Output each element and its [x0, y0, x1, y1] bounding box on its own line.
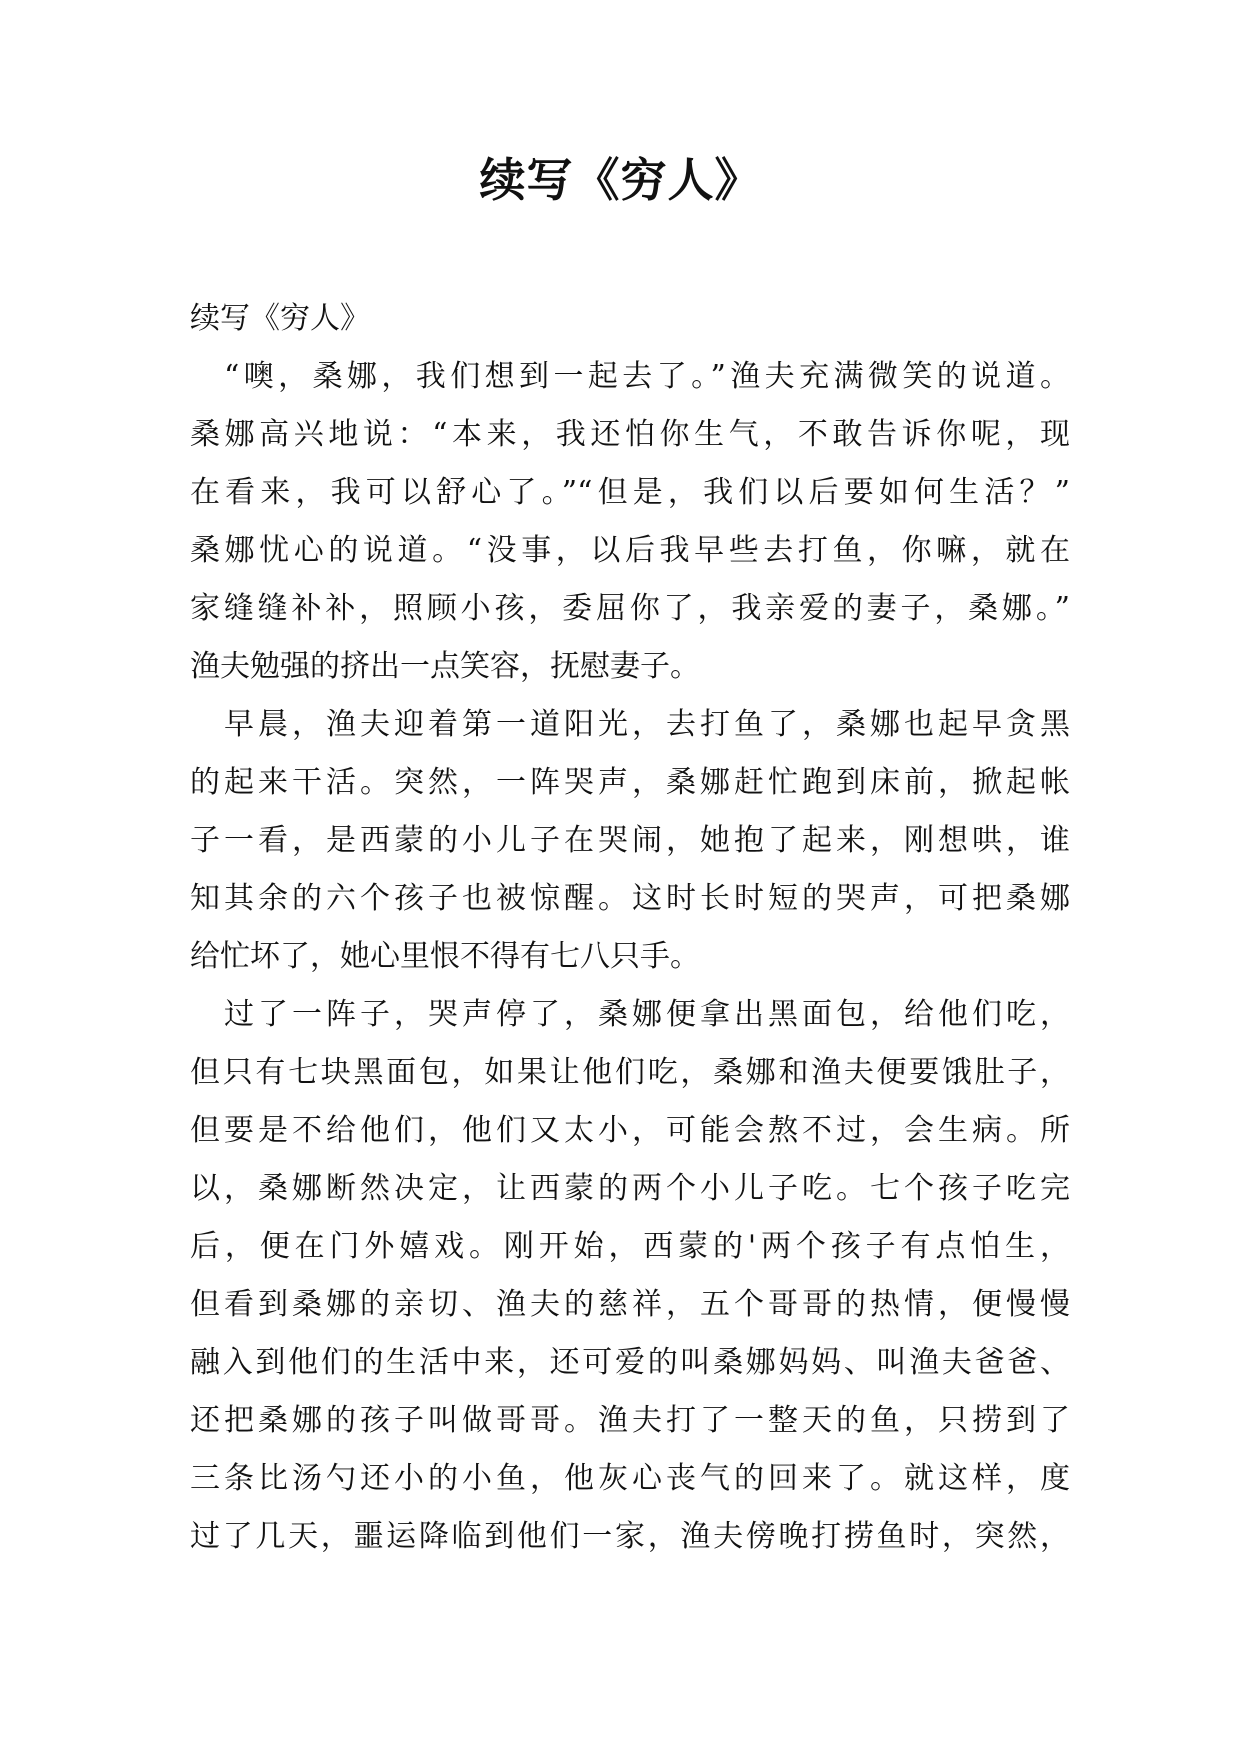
paragraph-line: 桑娜忧心的说道。“没事，以后我早些去打鱼，你嘛，就在 — [190, 533, 1070, 568]
paragraph-line: 还把桑娜的孩子叫做哥哥。渔夫打了一整天的鱼，只捞到了 — [190, 1403, 1070, 1438]
document-title: 续写《穷人》 — [479, 153, 762, 207]
paragraph-line: 家缝缝补补，照顾小孩，委屈你了，我亲爱的妻子，桑娜。” — [190, 591, 1070, 626]
paragraph-line: 渔夫勉强的挤出一点笑容，抚慰妻子。 — [190, 649, 700, 684]
paragraph-line: 桑娜高兴地说：“本来，我还怕你生气，不敢告诉你呢，现 — [190, 417, 1070, 452]
document-body — [190, 290, 1070, 1566]
paragraph-line: 但只有七块黑面包，如果让他们吃，桑娜和渔夫便要饿肚子， — [190, 1055, 1070, 1090]
paragraph-line: “噢，桑娜，我们想到一起去了。”渔夫充满微笑的说道。 — [224, 359, 1070, 394]
paragraph-line: 三条比汤勺还小的小鱼，他灰心丧气的回来了。就这样，度 — [190, 1461, 1070, 1496]
paragraph-line: 子一看，是西蒙的小儿子在哭闹，她抱了起来，刚想哄，谁 — [190, 823, 1070, 858]
paragraph-line: 的起来干活。突然，一阵哭声，桑娜赶忙跑到床前，掀起帐 — [190, 765, 1070, 800]
paragraph-line: 给忙坏了，她心里恨不得有七八只手。 — [190, 939, 700, 974]
subtitle-line: 续写《穷人》 — [190, 301, 370, 336]
paragraph-line: 过了几天，噩运降临到他们一家，渔夫傍晚打捞鱼时，突然， — [190, 1519, 1070, 1554]
paragraph-line: 早晨，渔夫迎着第一道阳光，去打鱼了，桑娜也起早贪黑 — [224, 707, 1070, 742]
paragraph-line: 融入到他们的生活中来，还可爱的叫桑娜妈妈、叫渔夫爸爸、 — [190, 1345, 1070, 1380]
paragraph-line: 过了一阵子，哭声停了，桑娜便拿出黑面包，给他们吃， — [224, 997, 1070, 1032]
paragraph-line: 在看来，我可以舒心了。”“但是，我们以后要如何生活？” — [190, 475, 1070, 510]
paragraph-line: 以，桑娜断然决定，让西蒙的两个小儿子吃。七个孩子吃完 — [190, 1171, 1070, 1206]
paragraph-line: 但看到桑娜的亲切、渔夫的慈祥，五个哥哥的热情，便慢慢 — [190, 1287, 1070, 1322]
paragraph-line: 但要是不给他们，他们又太小，可能会熬不过，会生病。所 — [190, 1113, 1070, 1148]
paragraph-line: 后，便在门外嬉戏。刚开始，西蒙的'两个孩子有点怕生， — [190, 1229, 1070, 1264]
paragraph-line: 知其余的六个孩子也被惊醒。这时长时短的哭声，可把桑娜 — [190, 881, 1070, 916]
